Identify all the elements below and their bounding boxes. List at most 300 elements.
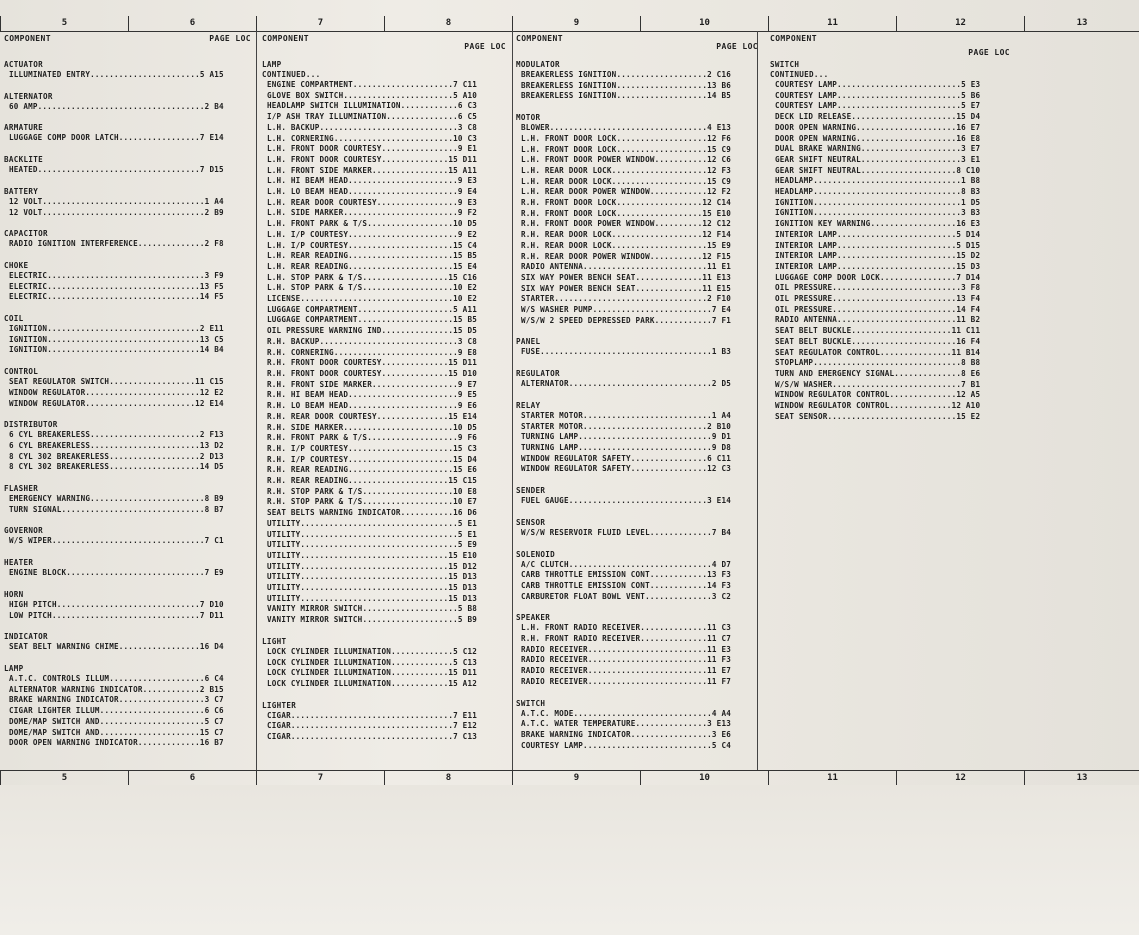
entry-page: 9 [457, 347, 463, 357]
entry-loc: F4 [970, 336, 981, 346]
leader-dots: .................... [611, 176, 708, 186]
entry-page: 12 [707, 187, 717, 197]
leader-dots: .................... [362, 604, 458, 614]
entry-component: R.H. I/P COURTESY [267, 454, 349, 464]
entry-loc: E11 [462, 710, 477, 720]
leader-dots: ....................... [348, 187, 458, 197]
leader-dots: .............. [381, 154, 449, 164]
leader-dots: ................................ [554, 294, 708, 304]
entry-component: EMERGENCY WARNING [9, 494, 91, 504]
entry-page: 1 [961, 197, 966, 207]
index-entry [770, 273, 1010, 284]
entry-page: 15 [448, 411, 458, 421]
index-entry [516, 634, 758, 645]
entry-component: INTERIOR LAMP [775, 229, 838, 239]
index-entry [262, 283, 506, 294]
entry-loc: B9 [467, 615, 477, 625]
entry-component: DECK LID RELEASE [775, 112, 852, 122]
index-entry [516, 347, 758, 358]
entry-loc: D11 [462, 154, 477, 164]
entry-component: L.H. FRONT DOOR COURTESY [267, 154, 382, 164]
entry-loc: E7 [721, 666, 731, 676]
zone-label: 9 [512, 16, 640, 31]
entry-component: RADIO RECEIVER [521, 666, 588, 676]
index-entry [262, 123, 506, 134]
index-entry [770, 166, 1010, 177]
index-entry [516, 166, 758, 177]
entry-loc: C1 [214, 536, 224, 546]
leader-dots: ............................. [319, 122, 458, 132]
entry-loc: B14 [965, 347, 981, 357]
entry-page: 15 [453, 326, 463, 336]
entry-loc: C11 [965, 326, 981, 336]
entry-page: 14 [199, 462, 210, 472]
entry-page: 13 [199, 440, 210, 450]
index-entry [262, 647, 506, 658]
index-entry [262, 572, 506, 583]
index-entry [516, 560, 758, 571]
leader-dots: ........................... [832, 379, 962, 389]
entry-component: ENGINE COMPARTMENT [267, 80, 353, 89]
entry-component: BLOWER [521, 123, 550, 133]
index-entry [516, 623, 758, 634]
page-loc-header: PAGE LOC [464, 42, 506, 51]
entry-page: 15 [448, 561, 458, 571]
leader-dots: ...................... [851, 336, 957, 346]
index-entry [262, 144, 506, 155]
entry-component: R.H. REAR DOOR COURTESY [267, 411, 377, 421]
page-loc-header: PAGE LOC [716, 42, 758, 51]
entry-page: 12 [707, 155, 717, 165]
entry-page: 15 [448, 154, 458, 164]
entry-loc: D15 [209, 165, 224, 175]
index-section [770, 60, 1010, 423]
entry-page: 5 [956, 240, 962, 250]
index-entry [516, 411, 758, 422]
index-entry [262, 551, 506, 562]
index-column-1 [4, 34, 251, 749]
index-entry [770, 241, 1010, 252]
entry-component: WINDOW REGULATOR SAFETY [521, 464, 631, 474]
leader-dots: ................. [376, 197, 458, 207]
index-section [4, 558, 251, 579]
index-entry [4, 494, 251, 505]
entry-loc: B9 [214, 207, 224, 217]
entry-loc: B1 [970, 379, 981, 389]
entry-page: 15 [448, 476, 458, 486]
leader-dots: ....................... [343, 422, 454, 432]
entry-page: 15 [448, 572, 458, 582]
zone-label: 8 [384, 771, 512, 785]
index-entry [4, 335, 251, 346]
entry-page: 16 [199, 642, 210, 652]
zone-label: 13 [1024, 16, 1139, 31]
section-title: SWITCH CONTINUED... [770, 60, 829, 79]
index-section [4, 484, 251, 515]
leader-dots: ............................ [578, 442, 712, 452]
entry-loc: D11 [462, 358, 477, 368]
leader-dots: .......................... [837, 90, 962, 100]
entry-component: RADIO ANTENNA [775, 315, 838, 325]
entry-page: 5 [457, 615, 463, 625]
leader-dots: ............................... [51, 610, 200, 620]
entry-component: IGNITION [9, 324, 48, 334]
index-entry [516, 123, 758, 134]
entry-page: 7 [199, 133, 205, 143]
leader-dots: .............. [137, 239, 205, 249]
leader-dots: .................. [616, 208, 703, 218]
entry-component: A.T.C. CONTROLS ILLUM [9, 673, 110, 683]
leader-dots: ................... [616, 133, 708, 143]
entry-component: ALTERNATOR [521, 379, 569, 389]
entry-page: 8 [204, 504, 210, 514]
entry-component: SEAT BELT WARNING CHIME [9, 642, 119, 652]
leader-dots: .............................. [568, 559, 712, 569]
entry-page: 5 [453, 304, 458, 314]
entry-loc: D5 [721, 379, 731, 389]
leader-dots: ................................ [47, 281, 200, 291]
entry-loc: E1 [467, 518, 477, 528]
entry-page: 15 [448, 165, 458, 175]
entry-page: 15 [448, 593, 458, 603]
leader-dots: ...................... [851, 112, 957, 122]
leader-dots: ................................. [300, 540, 458, 550]
index-entry [770, 155, 1010, 166]
leader-dots: ...................... [348, 251, 454, 261]
entry-page: 15 [453, 454, 463, 464]
leader-dots: ........... [400, 508, 454, 518]
entry-loc: C9 [721, 144, 731, 154]
entry-page: 10 [453, 422, 463, 432]
entry-loc: D5 [214, 462, 224, 472]
leader-dots: .................. [362, 272, 449, 282]
index-entry [262, 444, 506, 455]
entry-component: UTILITY [267, 550, 301, 560]
index-entry [516, 730, 758, 741]
entry-loc: F13 [209, 430, 224, 440]
entry-page: 3 [711, 729, 717, 739]
leader-dots: ................ [630, 453, 708, 463]
top-zone-bar [0, 16, 1139, 32]
leader-dots: ................................. [300, 518, 458, 528]
index-entry [516, 91, 758, 102]
index-section [516, 337, 758, 358]
entry-loc: C5 [467, 112, 477, 122]
index-entry [770, 91, 1010, 102]
leader-dots: ...................... [348, 443, 454, 453]
entry-component: BRAKE WARNING INDICATOR [521, 729, 631, 739]
index-entry [262, 668, 506, 679]
index-entry [262, 315, 506, 326]
index-entry [4, 292, 251, 303]
index-section [516, 113, 758, 326]
entry-component: L.H. REAR READING [267, 251, 349, 261]
entry-page: 9 [457, 433, 463, 443]
entry-page: 10 [453, 133, 463, 143]
entry-loc: F10 [716, 294, 731, 304]
entry-component: STARTER MOTOR [521, 421, 584, 431]
index-entry [516, 177, 758, 188]
entry-component: RADIO RECEIVER [521, 644, 588, 654]
entry-page: 6 [204, 673, 210, 683]
entry-component: R.H. CORNERING [267, 347, 334, 357]
index-entry [516, 432, 758, 443]
entry-page: 15 [453, 240, 463, 250]
entry-page: 5 [453, 90, 458, 100]
zone-label: 6 [128, 771, 256, 785]
entry-page: 9 [457, 379, 463, 389]
entry-page: 1 [711, 347, 717, 357]
entry-component: BRAKE WARNING INDICATOR [9, 695, 119, 705]
leader-dots: ............ [142, 684, 200, 694]
entry-page: 11 [702, 272, 712, 282]
entry-loc: D13 [462, 572, 477, 582]
leader-dots: ...................... [348, 465, 454, 475]
entry-component: L.H. REAR DOOR LOCK [521, 165, 612, 175]
entry-loc: C3 [721, 464, 731, 474]
leader-dots: ................. [630, 729, 712, 739]
entry-page: 8 [956, 165, 962, 175]
entry-loc: D7 [721, 559, 731, 569]
entry-component: L.H. STOP PARK & T/S [267, 272, 363, 282]
entry-component: L.H. SIDE MARKER [267, 208, 344, 218]
entry-page: 11 [707, 655, 717, 665]
entry-component: OIL PRESSURE [775, 283, 833, 293]
entry-component: WINDOW REGULATOR [9, 387, 86, 397]
entry-page: 9 [457, 187, 463, 197]
index-entry [262, 594, 506, 605]
entry-loc: D4 [970, 112, 981, 122]
index-section [516, 550, 758, 603]
index-entry [4, 324, 251, 335]
index-entry [4, 399, 251, 410]
entry-page: 3 [961, 154, 966, 164]
entry-component: UTILITY [267, 561, 301, 571]
entry-loc: E7 [970, 122, 981, 132]
entry-page: 6 [204, 706, 210, 716]
entry-component: HEATED [9, 165, 38, 175]
index-entry [262, 530, 506, 541]
index-section [4, 60, 251, 81]
entry-loc: D2 [214, 440, 224, 450]
entry-component: L.H. FRONT RADIO RECEIVER [521, 623, 641, 633]
entry-page: 16 [956, 133, 966, 143]
index-entry [770, 380, 1010, 391]
entry-component: HEADLAMP SWITCH ILLUMINATION [267, 101, 401, 111]
entry-component: GEAR SHIFT NEUTRAL [775, 154, 861, 164]
index-entry [4, 345, 251, 356]
leader-dots: ............................... [300, 561, 449, 571]
entry-loc: C7 [214, 727, 224, 737]
entry-loc: B10 [716, 421, 732, 431]
entry-component: LOCK CYLINDER ILLUMINATION [267, 646, 392, 656]
zone-label: 13 [1024, 771, 1139, 785]
index-entry [4, 388, 251, 399]
entry-loc: D13 [462, 583, 477, 593]
entry-loc: D6 [467, 508, 477, 518]
entry-component: L.H. I/P COURTESY [267, 229, 349, 239]
leader-dots: ........................ [85, 387, 200, 397]
section-title: MOTOR [516, 113, 541, 123]
leader-dots: ............................... [813, 358, 962, 368]
entry-loc: C12 [716, 219, 731, 229]
page-loc-header: PAGE LOC [209, 34, 251, 43]
entry-loc: E8 [970, 133, 981, 143]
entry-component: R.H. FRONT DOOR POWER WINDOW [521, 219, 655, 229]
entry-page: 10 [453, 283, 463, 293]
entry-component: LOW PITCH [9, 610, 52, 620]
entry-loc: E14 [716, 496, 731, 506]
entry-loc: B6 [721, 80, 731, 90]
zone-label: 7 [256, 771, 384, 785]
index-entry [4, 441, 251, 452]
entry-page: 7 [961, 379, 966, 389]
index-entry [770, 208, 1010, 219]
entry-component: CIGAR LIGHTER ILLUM [9, 706, 100, 716]
index-entry [770, 412, 1010, 423]
column-header [4, 34, 251, 54]
entry-loc: E15 [716, 283, 731, 293]
index-entry [516, 422, 758, 433]
leader-dots: ......................... [587, 676, 708, 686]
entry-page: 15 [956, 261, 966, 271]
leader-dots: ......................... [837, 240, 957, 250]
index-entry [770, 230, 1010, 241]
leader-dots: ....................... [90, 440, 200, 450]
entry-page: 7 [453, 710, 458, 720]
entry-page: 13 [956, 294, 966, 304]
column-header [262, 34, 506, 54]
entry-component: UTILITY [267, 540, 301, 550]
entry-page: 12 [707, 133, 717, 143]
leader-dots: ......................... [837, 229, 957, 239]
entry-page: 14 [956, 304, 966, 314]
entry-loc: E8 [467, 486, 477, 496]
index-entry [770, 358, 1010, 369]
entry-component: VANITY MIRROR SWITCH [267, 604, 363, 614]
index-entry [516, 262, 758, 273]
entry-page: 13 [199, 334, 210, 344]
entry-loc: E9 [467, 540, 477, 550]
entry-page: 9 [457, 197, 463, 207]
entry-loc: D14 [965, 272, 981, 282]
entry-component: UTILITY [267, 518, 301, 528]
entry-component: VANITY MIRROR SWITCH [267, 615, 363, 625]
entry-component: CIGAR [267, 732, 291, 742]
leader-dots: .................. [616, 198, 703, 208]
leader-dots: ................................. [47, 270, 205, 280]
blank-page-margin [0, 785, 1139, 935]
entry-component: L.H. CORNERING [267, 133, 334, 143]
index-entry [516, 528, 758, 539]
section-title: SENDER [516, 486, 546, 496]
entry-component: R.H. REAR DOOR POWER WINDOW [521, 251, 650, 261]
leader-dots: .................. [109, 377, 196, 387]
entry-page: 12 [199, 387, 210, 397]
entry-loc: C14 [716, 198, 731, 208]
entry-page: 5 [457, 529, 463, 539]
entry-page: 9 [457, 208, 463, 218]
entry-page: 7 [453, 732, 458, 742]
leader-dots: ...................... [348, 261, 454, 271]
entry-loc: F3 [721, 165, 731, 175]
entry-loc: E8 [467, 347, 477, 357]
entry-loc: D8 [721, 442, 731, 452]
leader-dots: ....................... [348, 401, 458, 411]
index-entry [262, 80, 506, 91]
section-title: SOLENOID [516, 549, 555, 559]
index-entry [770, 251, 1010, 262]
index-entry [516, 496, 758, 507]
leader-dots: ....................... [90, 70, 200, 79]
index-entry [262, 732, 506, 743]
entry-page: 7 [204, 568, 210, 578]
index-section [4, 123, 251, 144]
entry-loc: E6 [467, 401, 477, 411]
entry-page: 4 [711, 708, 717, 718]
entry-component: A/C CLUTCH [521, 559, 569, 569]
entry-page: 2 [204, 101, 210, 111]
leader-dots: ................. [118, 642, 200, 652]
entry-component: I/P ASH TRAY ILLUMINATION [267, 112, 387, 122]
entry-page: 2 [199, 684, 205, 694]
entry-page: 1 [204, 196, 210, 206]
entry-loc: D11 [462, 668, 477, 678]
index-entry [4, 208, 251, 219]
entry-page: 12 [707, 165, 717, 175]
entry-page: 11 [707, 623, 717, 633]
entry-loc: B5 [467, 315, 477, 325]
leader-dots: ............. [391, 646, 454, 656]
entry-page: 11 [702, 283, 712, 293]
entry-page: 15 [956, 251, 966, 261]
entry-component: ALTERNATOR WARNING INDICATOR [9, 684, 143, 694]
entry-loc: A10 [462, 90, 478, 100]
entry-loc: F4 [970, 294, 981, 304]
index-entry [516, 145, 758, 156]
entry-page: 12 [702, 251, 712, 261]
index-entry [4, 674, 251, 685]
index-entry [262, 423, 506, 434]
entry-component: UTILITY [267, 583, 301, 593]
index-entry [262, 166, 506, 177]
index-entry [516, 443, 758, 454]
section-title: LIGHT [262, 636, 287, 646]
entry-component: COURTESY LAMP [521, 740, 584, 750]
entry-page: 14 [707, 580, 717, 590]
leader-dots: .................... [109, 673, 205, 683]
entry-component: HIGH PITCH [9, 599, 57, 609]
entry-page: 10 [453, 486, 463, 496]
leader-dots: ..................... [856, 122, 957, 132]
entry-loc: E2 [467, 294, 477, 304]
entry-loc: B4 [214, 101, 224, 111]
entry-loc: E6 [467, 465, 477, 475]
index-entry [516, 81, 758, 92]
entry-component: R.H. BACKUP [267, 336, 320, 346]
entry-loc: F14 [716, 230, 731, 240]
entry-component: LUGGAGE COMPARTMENT [267, 304, 358, 314]
index-entry [770, 337, 1010, 348]
entry-loc: E2 [467, 283, 477, 293]
section-title: LAMP [4, 663, 24, 673]
entry-loc: B7 [214, 504, 224, 514]
leader-dots: ..................... [860, 154, 962, 164]
entry-component: DOME/MAP SWITCH AND [9, 727, 100, 737]
entry-page: 15 [448, 550, 458, 560]
entry-component: ILLUMINATED ENTRY [9, 70, 91, 79]
entry-page: 15 [956, 411, 966, 421]
